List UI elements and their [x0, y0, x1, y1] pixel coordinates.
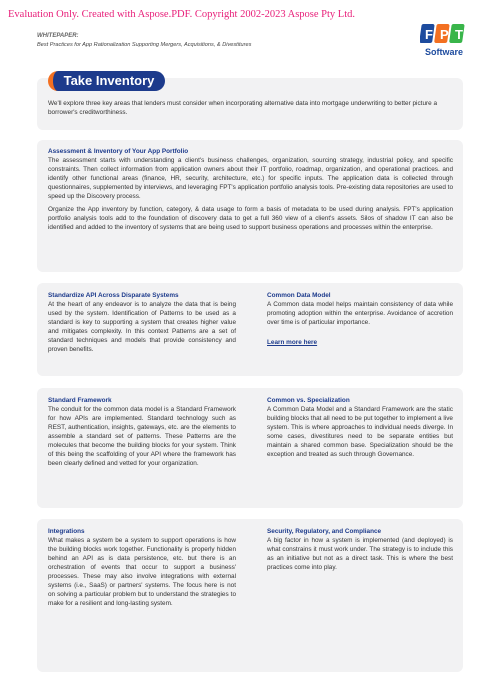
common-heading: Common vs. Specialization — [267, 397, 350, 404]
security-text: A big factor in how a system is implemented (and deployed) is what constrains it must work under. The strategy is to include this as an initiative but not as a direct task. This is where the best practices come into play. — [267, 537, 453, 571]
whitepaper-label: WHITEPAPER: — [37, 33, 79, 39]
assessment-paragraph-1: The assessment starts with understanding a client's business challenges, organization, sourcing strategy, industrial policy, and specific constraints. Then collect information from application owners about their IT portfolio, roadmap, organization, and operational practices. and identify other functional areas (finance, HR, security, architecture, etc.) for specific inputs. The application data is collected through questionnaires, supplemented by interviews, and leveraging FPT's application portfolio analysis tools. Pre-existing data repositories are used to speed up the Discovery process. — [48, 157, 453, 200]
cdm-text: A Common data model helps maintain consistency of data while promoting adoption within the enterprise. Avoidance of accretion over time is of particular importance. — [267, 301, 453, 326]
assessment-heading: Assessment & Inventory of Your App Portfolio — [48, 148, 189, 155]
framework-heading: Standard Framework — [48, 397, 112, 404]
common-text: A Common Data Model and a Standard Framework are the static building blocks that all need to be put together to implement a live system. This is where approaches to individual needs diverge. In some cases, divestitures need to be separate entities but maintain a shared common base. Specialization should be the exception and treated as such through Governance. — [267, 406, 453, 458]
assessment-paragraph-2: Organize the App inventory by function, category, & data usage to form a basis of metadata to be used during analysis. FPT's application portfolio analysis tools add to the foundation of discovery data to get a full 360 view of a client's assets. Silos of shadow IT can also be identified and added to the inventory of systems that are being used to support business operations and processes within the enterprise. — [48, 206, 453, 231]
logo-software-text: Software — [425, 47, 464, 57]
evaluation-watermark: Evaluation Only. Created with Aspose.PDF. Copyright 2002-2023 Aspose Pty Ltd. — [8, 9, 356, 20]
whitepaper-subtitle: Best Practices for App Rationalization Supporting Mergers, Acquisitions, & Divestitures — [37, 42, 252, 48]
svg-text:P: P — [440, 27, 449, 42]
integrations-text: What makes a system be a system to support operations is how the building blocks work together. Functionality is properly hidden behind an API as is data persistence, etc. but there is an orchestration of events that occur to support a business' processes. These may also involve integrations with external systems (i.e., SaaS) or partners' systems. The focus here is not on solving a particular problem but to understand the strategies to make for a resilient and long-lasting system. — [48, 537, 236, 607]
api-heading: Standardize API Across Disparate Systems — [48, 292, 179, 299]
security-heading: Security, Regulatory, and Compliance — [267, 528, 382, 535]
learn-more-link[interactable]: Learn more here — [267, 339, 318, 346]
integrations-heading: Integrations — [48, 528, 85, 535]
section-title: Take Inventory — [48, 71, 165, 91]
svg-text:F: F — [425, 27, 433, 42]
cdm-heading: Common Data Model — [267, 292, 331, 299]
framework-text: The conduit for the common data model is a Standard Framework for how APIs are implemented. Standard technology such as REST, authentication, insights, gateways, etc. are the elements to assemble a standard set of patterns. These Patterns are the molecules that become the building blocks for your system. Think of this being the scaffolding of your API where the framework has been clearly defined and vetted for your organization. — [48, 406, 236, 467]
fpt-logo-mark — [420, 22, 468, 46]
fpt-logo — [420, 22, 468, 64]
api-text: At the heart of any endeavor is to analyze the data that is being used by the system. Identification of Patterns to be used as a standard is key to supporting a system that creates higher value and mitigates complexity. In this context Patterns are a set of standard techniques and models that provide consistency and proven benefits. — [48, 301, 236, 353]
intro-text: We'll explore three key areas that lenders must consider when incorporating alternative data into mortgage underwriting to better picture a borrower's creditworthiness. — [48, 100, 438, 116]
svg-text:T: T — [455, 27, 463, 42]
